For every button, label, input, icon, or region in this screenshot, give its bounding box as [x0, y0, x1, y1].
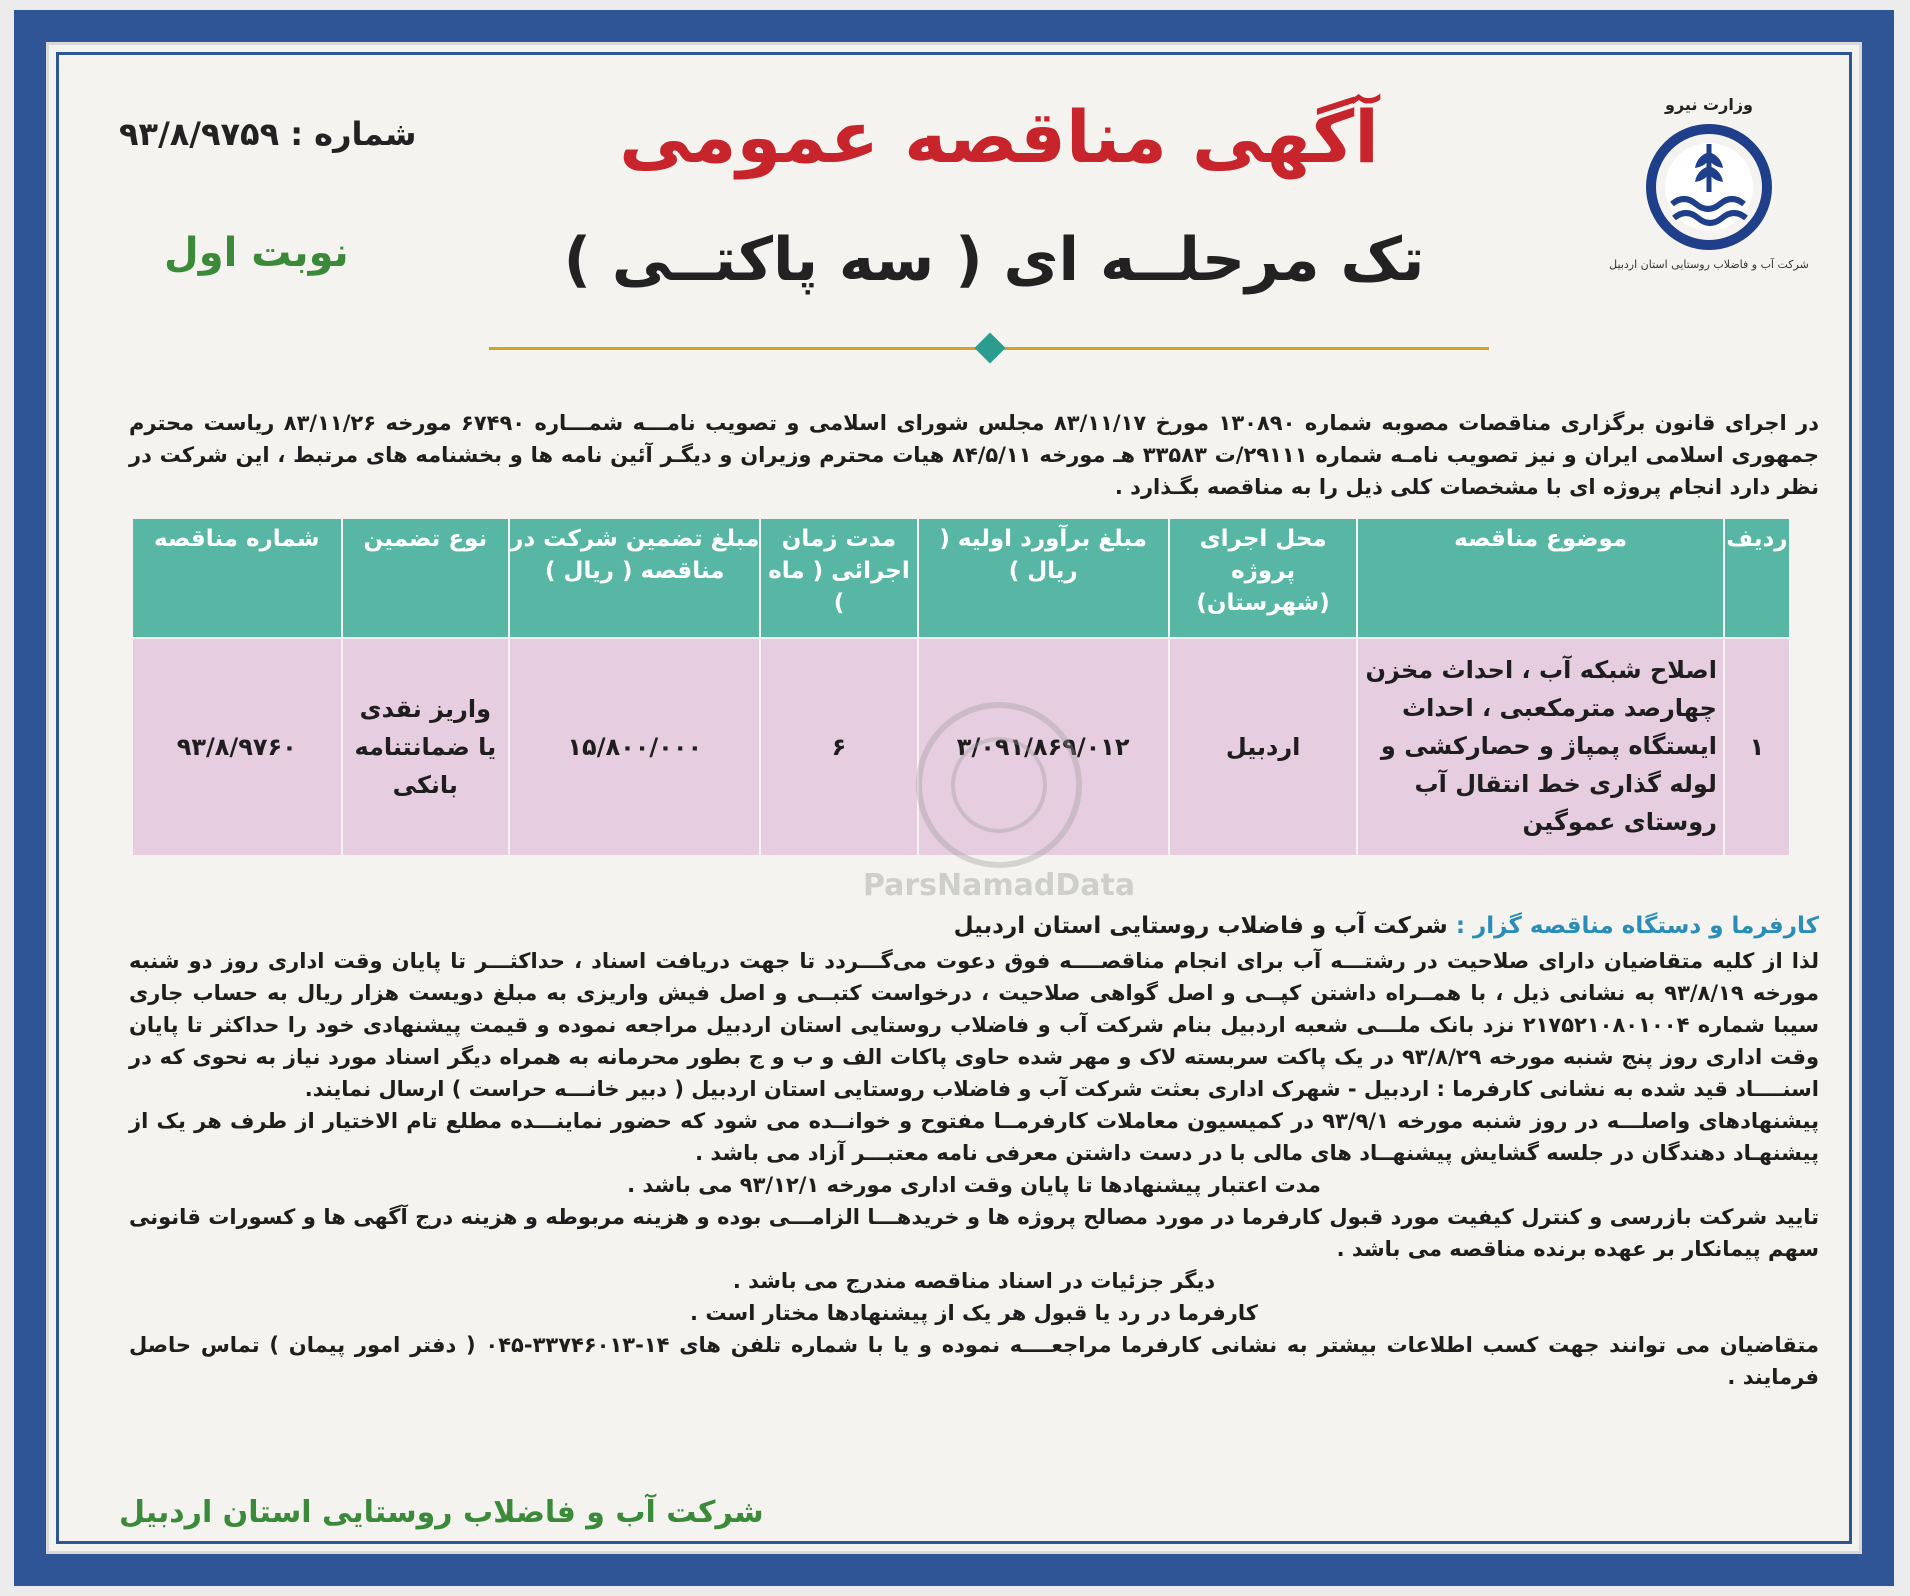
header-row-number: ردیف — [1724, 518, 1790, 638]
signature-company: شرکت آب و فاضلاب روستایی استان اردبیل — [119, 1495, 764, 1530]
parsnamad-watermark — [819, 695, 1179, 935]
body-paragraph-opening: پیشنهادهای واصلـــه در روز شنبه مورخه ۹۳/۹/۱ در کمیسیون معاملات کارفرمــا مفتوح و خوانــده می شود که حضور نماینـــده مطلع تام الاختیار از طرف هر یک از پیشنهـاد دهندگان در جلسه گشایش پیشنهــاد های مالی با در دست داشتن معرفی نامه معتبـــر آزاد می باشد . — [129, 1109, 1820, 1165]
employer-line — [954, 913, 1819, 939]
cell-subject: اصلاح شبکه آب ، احداث مخزن چهارصد مترمکعبی ، احداث ایستگاه پمپاژ و حصارکشی و لوله گذاری خط انتقال آب روستای عموگین — [1357, 638, 1724, 856]
header-duration: مدت زمان اجرائی ( ماه ) — [760, 518, 917, 638]
header-subject: موضوع مناقصه — [1357, 518, 1724, 638]
body-paragraph-rights: کارفرما در رد یا قبول هر یک از پیشنهادها مختار است . — [690, 1301, 1258, 1325]
notice-body — [129, 945, 1819, 1393]
cell-guarantee-type: واریز نقدی یا ضمانتنامه بانکی — [342, 638, 510, 856]
body-paragraph-details: دیگر جزئیات در اسناد مناقصه مندرج می باشد . — [732, 1269, 1216, 1293]
employer-label: کارفرما و دستگاه مناقصه گزار : — [1455, 913, 1819, 939]
intro-paragraph: در اجرای قانون برگزاری مناقصات مصوبه شماره ۱۳۰۸۹۰ مورخ ۸۳/۱۱/۱۷ مجلس شورای اسلامی و تصویب نامـــه شمـــاره ۶۷۴۹۰ مورخه ۸۳/۱۱/۲۶ ریاست محترم جمهوری اسلامی ایران و نیز تصویب نامـه شماره ۲۹۱۱۱/ت ۳۳۵۸۳ هـ مورخه ۸۴/۵/۱۱ هیات محترم وزیران و دیگـر آئین نامه ها و بخشنامه های مرتبط ، این شرکت در نظر دارد انجام پروژه ای با مشخصات کلی ذیل را به مناقصه بگـذارد . — [129, 411, 1819, 499]
notice-subtitle: تک مرحلــه ای ( سه پاکتــی ) — [563, 225, 1425, 295]
notice-title: آگهی مناقصه عمومی — [619, 95, 1379, 179]
employer-value: شرکت آب و فاضلاب روستایی استان اردبیل — [953, 913, 1448, 939]
cell-tender-number: ۹۳/۸/۹۷۶۰ — [132, 638, 342, 856]
header-tender-number: شماره مناقصه — [132, 518, 342, 638]
notice-number: شماره : ۹۳/۸/۹۷۵۹ — [119, 115, 417, 153]
company-small-name: شرکت آب و فاضلاب روستایی استان اردبیل — [1609, 258, 1809, 271]
header-location: محل اجرای پروژه (شهرستان) — [1169, 518, 1358, 638]
header-guarantee-amount: مبلغ تضمین شرکت در مناقصه ( ریال ) — [509, 518, 760, 638]
notice-header — [59, 55, 1849, 405]
body-paragraph-contact: متقاضیان می توانند جهت کسب اطلاعات بیشتر به نشانی کارفرما مراجعــــه نموده و یا با شماره تلفن های ۱۴-۳۳۷۴۶۰۱۳-۰۴۵ ( دفتر امور پیمان ) تماس حاصل فرمایند . — [129, 1333, 1819, 1389]
cell-estimate: ۳/۰۹۱/۸۶۹/۰۱۲ — [918, 638, 1169, 856]
cell-duration: ۶ — [760, 638, 917, 856]
body-paragraph-documents: لذا از کلیه متقاضیان دارای صلاحیت در رشتـــه آب برای انجام مناقصــــه فوق دعوت می‌گـــردد تا جهت دریافت اسناد ، حداکثـــر تا پایان وقت اداری روز دو شنبه مورخه ۹۳/۸/۱۹ به نشانی ذیل ، با همــراه داشتن کپــی و اصل گواهی صلاحیت ، درخواست کتبــی و اصل فیش واریزی به مبلغ دویست هزار ریال به حساب جاری سیبا شماره ۲۱۷۵۲۱۰۸۰۱۰۰۴ نزد بانک ملـــی شعبه اردبیل بنام شرکت آب و فاضلاب روستایی استان اردبیل مراجعه نموده و قیمت پیشنهادی خود را حداکثر تا پایان وقت اداری روز پنج شنبه مورخه ۹۳/۸/۲۹ در یک پاکت سربسته لاک و مهر شده حاوی پاکات الف و ب و ج بطور محرمانه به همراه دیگر اسناد مورد نیاز به نحوی که در اسنــــاد قید شده به نشانی کارفرما : اردبیل - شهرک اداری بعثت شرکت آب و فاضلاب روستایی استان اردبیل ( دبیر خانـــه حراست ) ارسال نمایند. — [129, 949, 1819, 1101]
ministry-name: وزارت نیرو — [1665, 95, 1753, 114]
notice-panel — [56, 52, 1852, 1544]
publication-round: نوبت اول — [164, 230, 349, 276]
divider-diamond-icon — [974, 332, 1005, 363]
company-logo — [1609, 95, 1809, 325]
water-logo-icon — [1644, 122, 1774, 252]
cell-guarantee-amount: ۱۵/۸۰۰/۰۰۰ — [509, 638, 760, 856]
header-estimate: مبلغ برآورد اولیه ( ریال ) — [918, 518, 1169, 638]
cell-location: اردبیل — [1169, 638, 1358, 856]
cell-row-number: ۱ — [1724, 638, 1790, 856]
body-paragraph-validity: مدت اعتبار پیشنهادها تا پایان وقت اداری مورخه ۹۳/۱۲/۱ می باشد . — [627, 1173, 1321, 1197]
table-header-row — [132, 518, 1790, 638]
body-paragraph-inspection: تایید شرکت بازرسی و کنترل کیفیت مورد قبول کارفرما در مورد مصالح پروژه ها و خریدهـــا الزامـــی بوده و هزینه مربوطه و هزینه درج آگهی ها و کسورات قانونی سهم پیمانکار بر عهده برنده مناقصه می باشد . — [129, 1205, 1819, 1261]
outer-frame — [14, 10, 1894, 1586]
watermark-text: ParsNamadData — [862, 868, 1136, 903]
header-guarantee-type: نوع تضمین — [342, 518, 510, 638]
